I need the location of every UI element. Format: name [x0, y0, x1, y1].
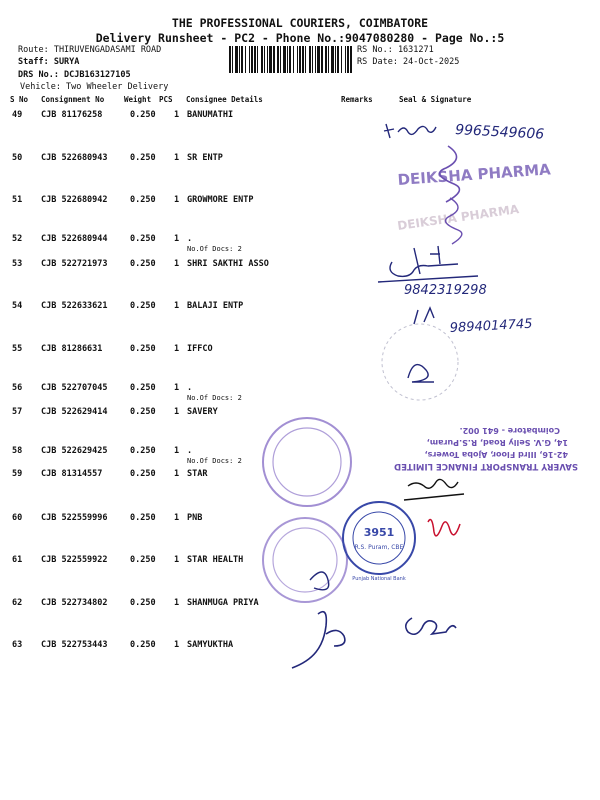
row-consignment-no: CJB 522707045: [41, 383, 108, 393]
row-pcs: 1: [174, 301, 180, 311]
row-pcs: 1: [174, 598, 180, 608]
row-consignment-no: CJB 522559922: [41, 555, 108, 565]
row-sno: 63: [12, 640, 23, 650]
deiksha-stamp-2: DEIKSHA PHARMA: [396, 202, 520, 233]
row-consignee: SAMYUKTHA: [187, 640, 234, 650]
row-docs-count: No.Of Docs: 2: [187, 457, 242, 465]
row-sno: 57: [12, 407, 23, 417]
row-weight: 0.250: [130, 383, 156, 393]
row-weight: 0.250: [130, 259, 156, 269]
row-docs-count: No.Of Docs: 2: [187, 245, 242, 253]
row-consignment-no: CJB 522629425: [41, 446, 108, 456]
row-weight: 0.250: [130, 513, 156, 523]
row-sno: 60: [12, 513, 23, 523]
faint-round-stamp: [382, 324, 458, 400]
handwritten-phone-1: 9965549606: [454, 122, 545, 143]
col-consignment: Consignment No: [41, 95, 105, 104]
row-pcs: 1: [174, 513, 180, 523]
row-consignment-no: CJB 81176258: [41, 110, 103, 120]
row-consignment-no: CJB 81314557: [41, 469, 103, 479]
row-sno: 49: [12, 110, 23, 120]
signature-59: [404, 479, 464, 500]
rs-number: RS No.: 1631271: [357, 45, 434, 55]
col-consignee: Consignee Details: [186, 95, 263, 104]
row-consignee: .: [187, 383, 193, 393]
row-consignee: .: [187, 446, 193, 456]
row-consignee: BALAJI ENTP: [187, 301, 244, 311]
row-pcs: 1: [174, 446, 180, 456]
signature-61: [310, 572, 329, 590]
row-pcs: 1: [174, 234, 180, 244]
row-sno: 50: [12, 153, 23, 163]
row-consignee: SR ENTP: [187, 153, 223, 163]
savery-stamp: [394, 426, 578, 471]
row-weight: 0.250: [130, 234, 156, 244]
rs-date: RS Date: 24-Oct-2025: [357, 57, 460, 67]
col-remarks: Remarks: [341, 95, 373, 104]
runsheet-subtitle: Delivery Runsheet - PC2 - Phone No.:9047080280 - Page No.:5: [95, 31, 505, 45]
row-consignment-no: CJB 522721973: [41, 259, 108, 269]
row-weight: 0.250: [130, 195, 156, 205]
row-weight: 0.250: [130, 407, 156, 417]
staff-label: Staff: SURYA: [18, 57, 80, 67]
row-consignment-no: CJB 522753443: [41, 640, 108, 650]
signature-63: [406, 618, 456, 634]
svg-text:Punjab National Bank: Punjab National Bank: [352, 576, 406, 582]
row-sno: 62: [12, 598, 23, 608]
signature-53: [378, 246, 478, 282]
row-pcs: 1: [174, 344, 180, 354]
row-consignment-no: CJB 522680942: [41, 195, 108, 205]
row-pcs: 1: [174, 555, 180, 565]
svg-text:R.S. Puram, CBE: R.S. Puram, CBE: [354, 544, 404, 551]
row-weight: 0.250: [130, 110, 156, 120]
row-consignment-no: CJB 522734802: [41, 598, 108, 608]
handwritten-phone-3: 9894014745: [449, 316, 533, 336]
round-stamp-1: [263, 418, 351, 506]
row-consignment-no: CJB 81286631: [41, 344, 103, 354]
row-sno: 56: [12, 383, 23, 393]
svg-text:3951: 3951: [363, 526, 395, 539]
row-weight: 0.250: [130, 598, 156, 608]
row-pcs: 1: [174, 640, 180, 650]
row-consignee: SHRI SAKTHI ASSO: [187, 259, 269, 269]
row-sno: 52: [12, 234, 23, 244]
col-weight: Weight: [124, 95, 152, 104]
row-pcs: 1: [174, 407, 180, 417]
row-sno: 61: [12, 555, 23, 565]
row-pcs: 1: [174, 110, 180, 120]
row-consignment-no: CJB 522680944: [41, 234, 108, 244]
row-sno: 58: [12, 446, 23, 456]
row-weight: 0.250: [130, 469, 156, 479]
signature-51: [446, 198, 462, 244]
col-sno: S No: [10, 95, 29, 104]
row-consignee: STAR HEALTH: [187, 555, 244, 565]
row-consignee: IFFCO: [187, 344, 213, 354]
row-pcs: 1: [174, 469, 180, 479]
svg-text:Coimbatore - 641 002.: Coimbatore - 641 002.: [459, 426, 560, 435]
deiksha-stamp-1: DEIKSHA PHARMA: [397, 160, 552, 189]
row-pcs: 1: [174, 153, 180, 163]
signature-60: [428, 520, 460, 536]
row-sno: 53: [12, 259, 23, 269]
row-weight: 0.250: [130, 446, 156, 456]
handwritten-phone-2: 9842319298: [404, 283, 487, 298]
row-consignment-no: CJB 522680943: [41, 153, 108, 163]
round-stamp-2: [263, 518, 347, 602]
svg-text:SAVERY TRANSPORT FINANCE LIMIT: SAVERY TRANSPORT FINANCE LIMITED: [394, 461, 578, 471]
row-sno: 59: [12, 469, 23, 479]
pnb-stamp: [343, 502, 415, 582]
svg-text:14, G.V. Selly Road, R.S.Puram: 14, G.V. Selly Road, R.S.Puram,: [426, 438, 568, 447]
row-pcs: 1: [174, 383, 180, 393]
row-docs-count: No.Of Docs: 2: [187, 394, 242, 402]
col-seal-signature: Seal & Signature: [399, 95, 472, 104]
col-pcs: PCS: [159, 95, 173, 104]
row-weight: 0.250: [130, 344, 156, 354]
row-weight: 0.250: [130, 153, 156, 163]
vehicle-label: Vehicle: Two Wheeler Delivery: [20, 82, 169, 92]
row-consignee: .: [187, 234, 193, 244]
row-sno: 55: [12, 344, 23, 354]
row-consignment-no: CJB 522629414: [41, 407, 108, 417]
signature-50: [440, 146, 460, 202]
route-label: Route: THIRUVENGADASAMI ROAD: [18, 45, 162, 55]
signature-62: [292, 612, 345, 668]
row-sno: 51: [12, 195, 23, 205]
row-pcs: 1: [174, 259, 180, 269]
barcode-image: [229, 46, 355, 73]
row-consignee: SHANMUGA PRIYA: [187, 598, 259, 608]
row-weight: 0.250: [130, 301, 156, 311]
svg-text:42-16, IIIrd Floor, Ajoba Towe: 42-16, IIIrd Floor, Ajoba Towers,: [424, 450, 568, 459]
signature-55: [408, 365, 434, 382]
company-title: THE PROFESSIONAL COURIERS, COIMBATORE: [171, 16, 429, 30]
row-consignee: GROWMORE ENTP: [187, 195, 254, 205]
row-consignee: STAR: [187, 469, 208, 479]
row-consignee: SAVERY: [187, 407, 218, 417]
row-consignment-no: CJB 522633621: [41, 301, 108, 311]
signature-49: [384, 124, 436, 138]
row-consignee: BANUMATHI: [187, 110, 234, 120]
row-consignment-no: CJB 522559996: [41, 513, 108, 523]
row-pcs: 1: [174, 195, 180, 205]
row-weight: 0.250: [130, 640, 156, 650]
row-weight: 0.250: [130, 555, 156, 565]
row-sno: 54: [12, 301, 23, 311]
drs-number: DRS No.: DCJB163127105: [18, 70, 131, 80]
row-consignee: PNB: [187, 513, 203, 523]
signature-54: [414, 308, 434, 324]
